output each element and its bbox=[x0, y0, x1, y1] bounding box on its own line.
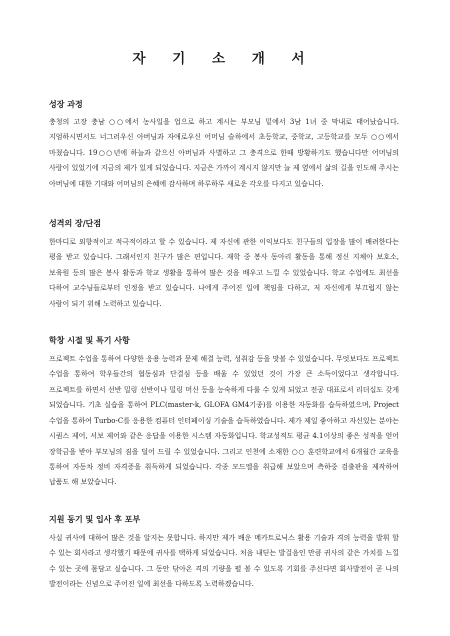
section-heading: 학창 시절 및 특기 사항 bbox=[49, 335, 130, 346]
section-body: 사실 귀사에 대하여 많은 것을 알지는 못합니다. 하지만 제가 배운 메카트로닉스 활용 기술과 격의 능력을 발휘 할 수 있는 회사라고 생각했기 때문에 귀사를 택하게 되었습니다. 처음 내딛는 발걸음인 만큼 귀사의 같은 가치를 느낄 수 있는 곳에 몸담고 싶습니다. 그 동안 닦아온 격의 기량을 펼 볼 수 있도록 기회를 주신다면 회사발전이 곧 나의 발전이라는 신념으로 주어진 일에 최선을 다하도록 노력하겠습니다. bbox=[49, 533, 399, 588]
section-heading: 성장 과정 bbox=[49, 99, 83, 109]
section-motivation bbox=[49, 512, 399, 593]
section-school-life bbox=[49, 333, 399, 491]
section-body: 충청의 고장 충남 ○○에서 농사일을 업으로 하고 계시는 부모님 밑에서 3남 1녀 중 막내로 태어났습니다. 지엄하시면서도 너그러우신 아버님과 자애로우신 어머님 슬하에서 초등학교, 중학교, 고등학교를 모두 ○○에서 마쳤습니다. 19○○년에 하늘과 같으신 아버님과 사별하고 그 충격으로 한때 방황하기도 했습니다만 어머님의 사랑이 있었기에 지금의 제가 있게 되었습니다. 지금은 가까이 계시지 않지만 늘 제 옆에서 삶의 길을 인도해 주시는 아버님에 대한 기대와 어머님의 은혜에 감사하며 하루하루 새로운 각오를 다지고 있습니다. bbox=[49, 118, 399, 188]
section-personality bbox=[49, 216, 399, 312]
section-body: 한마디로 외향적이고 적극적이라고 할 수 있습니다. 제 자신에 관한 이익보다도 친구들의 입장을 많이 배려한다는 평을 받고 있습니다. 그래서인지 친구가 많은 편입니다. 재학 중 봉사 동아리 활동을 통해 정신 지체아 보호소, 보육원 등의 많은 봉사 활동과 학교 생활을 통하여 많은 것을 배우고 느낄 수 있었습니다. 학교 수업에도 최선을 다하여 교수님들로부터 인정을 받고 있습니다. 나에게 주어진 일에 책임을 다하고, 저 자신에게 부끄럽지 않는 사람이 되기 위해 노력하고 있습니다. bbox=[49, 238, 399, 308]
section-growth-process bbox=[49, 97, 399, 192]
section-heading: 성격의 장/단점 bbox=[49, 218, 102, 229]
section-heading: 지원 동기 및 입사 후 포부 bbox=[49, 513, 141, 524]
document-title: 자 기 소 개 서 bbox=[132, 51, 316, 67]
section-body: 프로젝트 수업을 통하여 다양한 응용 능력과 문제 해결 능력, 성취감 등을 맛볼 수 있었습니다. 무엇보다도 프로젝트 수업을 통하여 학우들간의 협동심과 단결심 등을 배울 수 있었던 것이 가장 큰 소득이었다고 생각합니다. 프로젝트를 하면서 선반 밀링 선반이나 밀링 머신 등을 능숙하게 다룰 수 있게 되었고 전공 대표로서 리더십도 갖게 되었습니다. 기초 실습을 통하여 PLC(master-k, GLOFA GM4기종)를 이용한 자동화를 습득하였으며, Project 수업을 통하여 Turbo-C를 응용한 컴퓨터 인터페이싱 기술을 습득하였습니다. 제가 제일 좋아하고 자신있는 분야는 시퀀스 제어, 서보 제어와 같은 응답을 이용한 시스템 자동화입니다. 학교성적도 평균 4.1이상의 좋은 성적을 얻어 장학금을 받아 부모님의 짐을 덜어 드릴 수 있었습니다. 그리고 인천에 소재한 ○○ 훈련학교에서 6개월간 교육을 통하여 자동차 정비 자격증을 취득하게 되었습니다. 각종 모드엘을 취급해 보았으며 측하중 검출판을 제작하여 납품도 해 보았습니다. bbox=[49, 355, 399, 487]
